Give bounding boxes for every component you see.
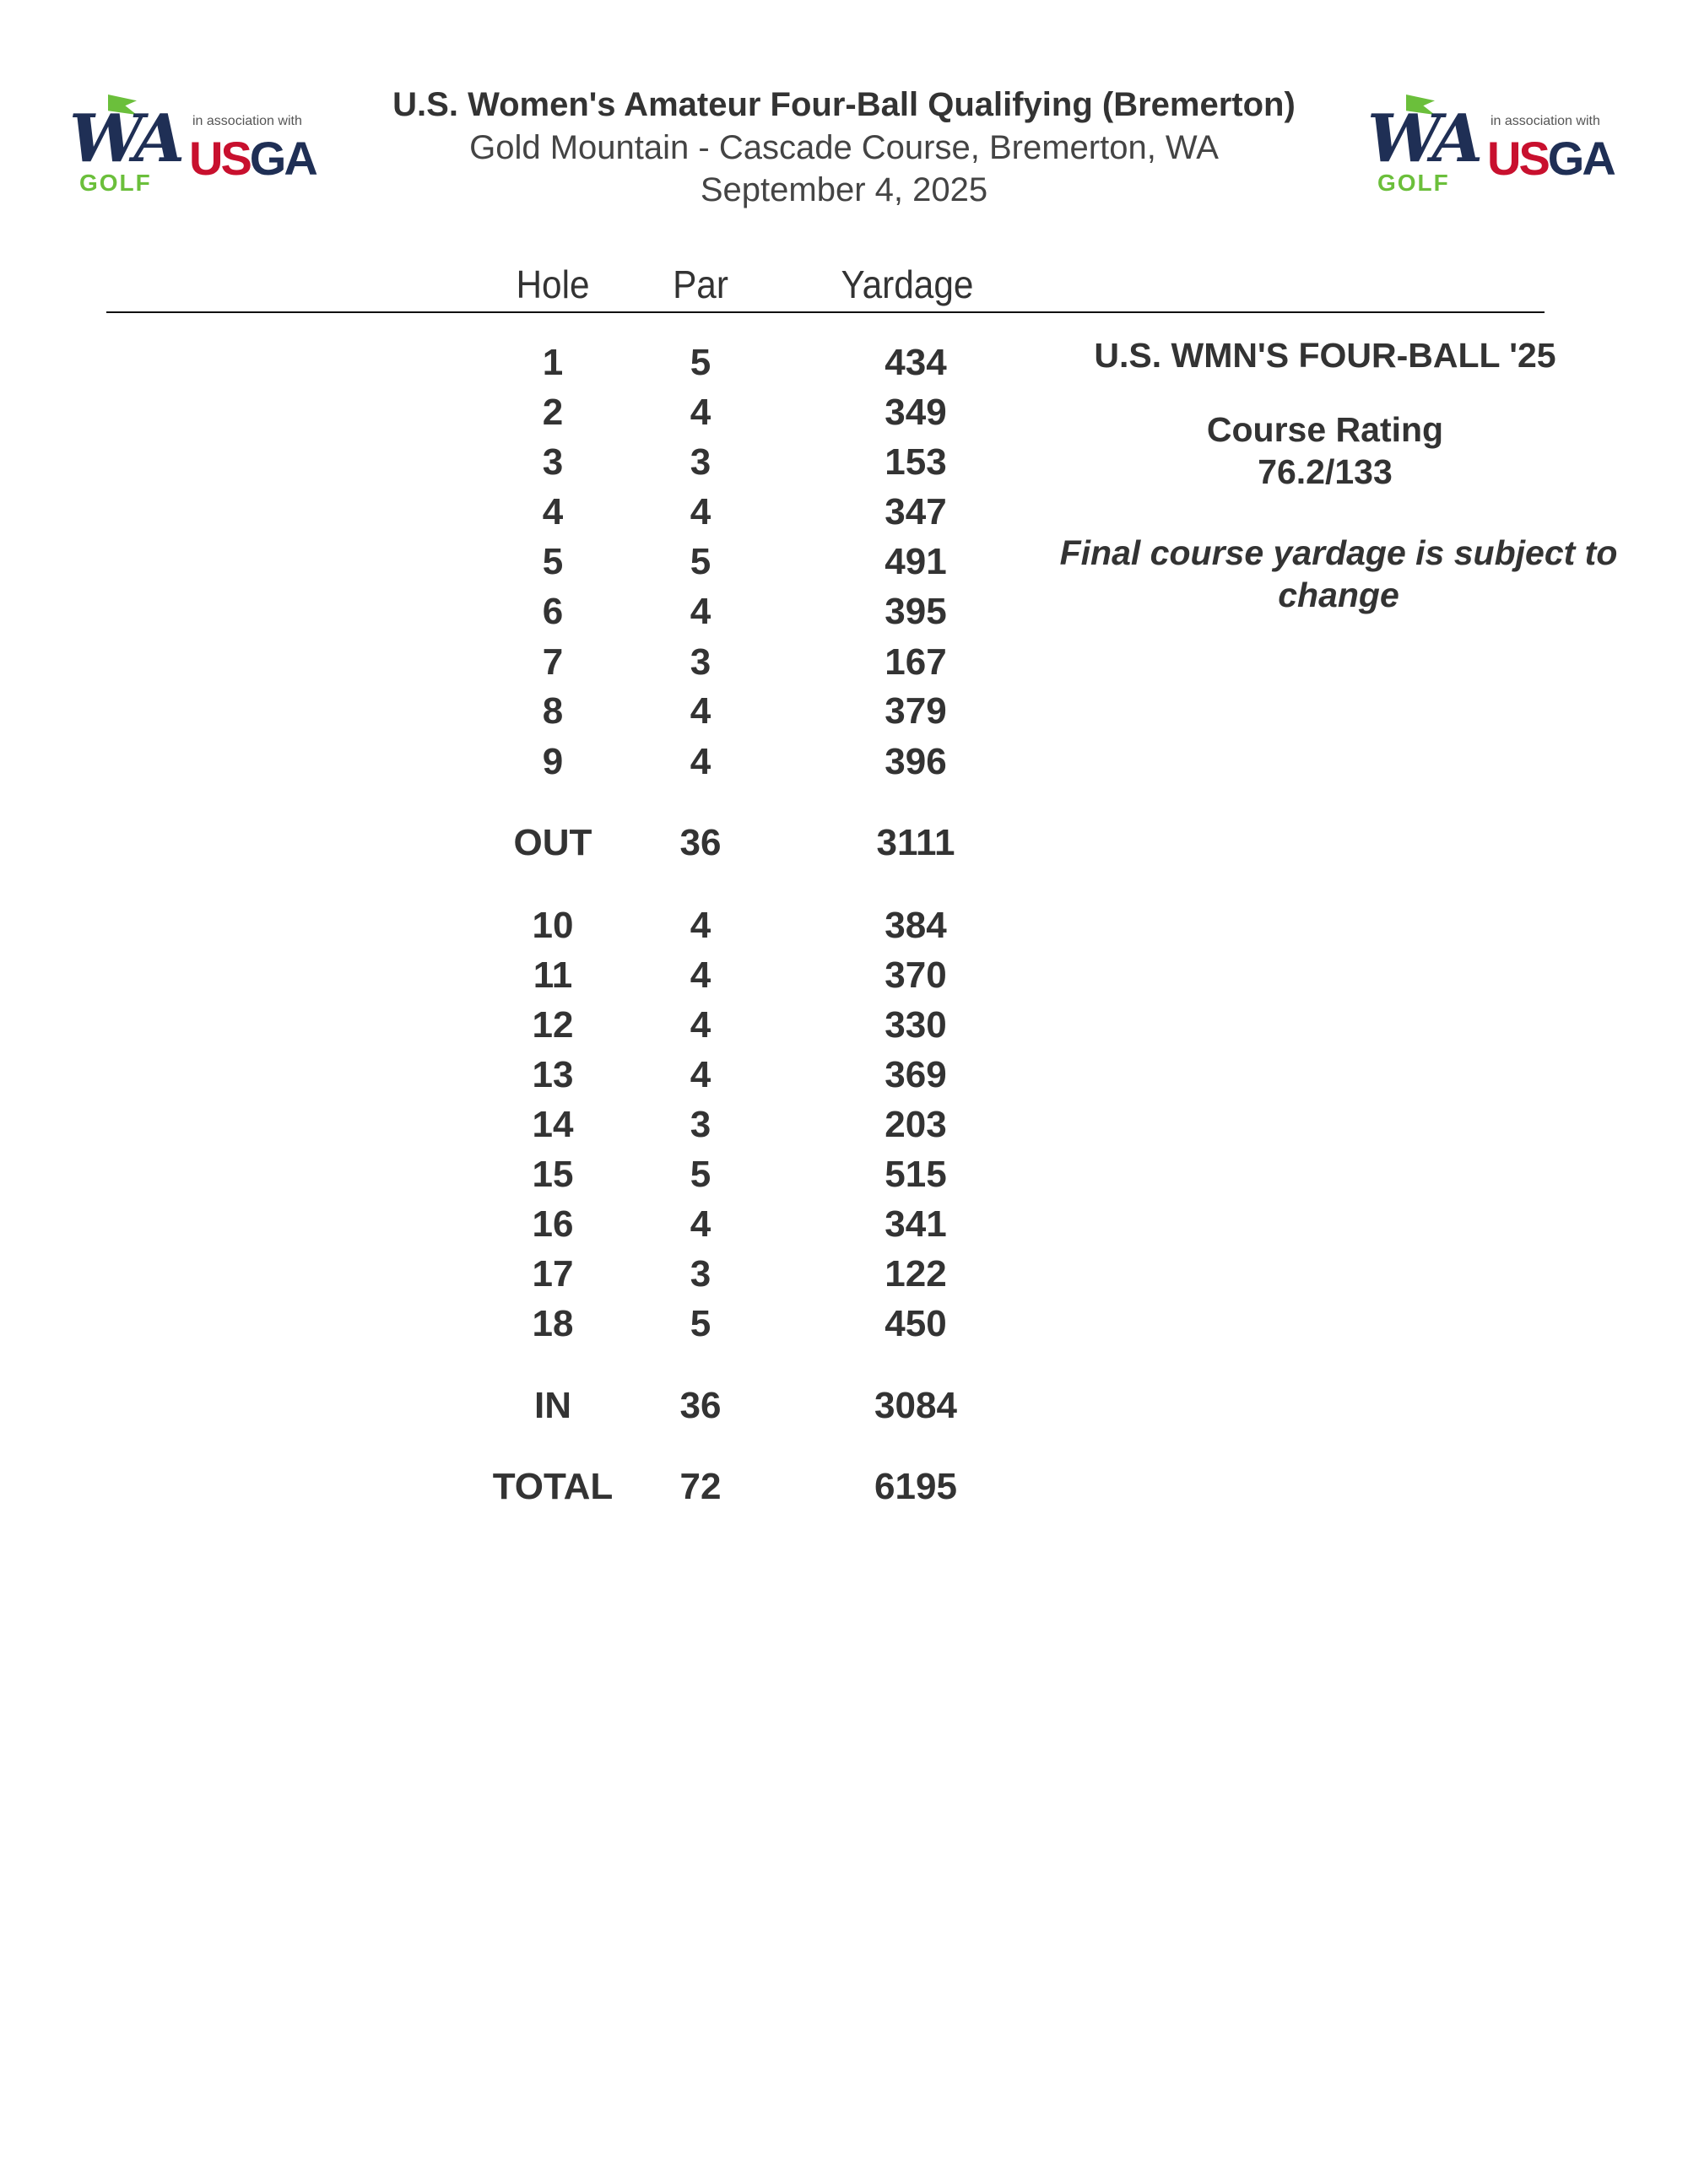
table-row-subtotal-in bbox=[0, 1382, 1047, 1430]
usga-logo-us: US bbox=[1487, 132, 1548, 185]
par-cell: 5 bbox=[690, 342, 711, 383]
hole-cell: 5 bbox=[542, 541, 564, 582]
column-header-par: Par bbox=[673, 262, 728, 306]
par-cell: 3 bbox=[690, 1104, 711, 1145]
yardage-cell: 330 bbox=[885, 1004, 947, 1046]
table-row bbox=[0, 489, 1047, 536]
hole-cell: 9 bbox=[542, 741, 564, 782]
usga-logo bbox=[1487, 132, 1614, 185]
table-row bbox=[0, 588, 1047, 635]
table-row bbox=[0, 389, 1047, 436]
yardage-cell: 395 bbox=[885, 591, 947, 632]
yardage-cell: 347 bbox=[885, 491, 947, 532]
column-header-hole: Hole bbox=[516, 262, 590, 306]
par-cell: 4 bbox=[690, 1054, 711, 1095]
table-row bbox=[0, 1201, 1047, 1248]
table-row bbox=[0, 1002, 1047, 1049]
yardage-cell: 370 bbox=[885, 954, 947, 996]
par-cell: 4 bbox=[690, 954, 711, 996]
par-cell: 72 bbox=[679, 1466, 722, 1507]
hole-cell: 14 bbox=[532, 1104, 574, 1145]
yardage-cell: 434 bbox=[885, 342, 947, 383]
association-text: in association with bbox=[192, 114, 302, 128]
par-cell: 4 bbox=[690, 491, 711, 532]
par-cell: 36 bbox=[679, 822, 722, 863]
par-cell: 4 bbox=[690, 392, 711, 433]
wa-logo-text: WA bbox=[1367, 100, 1479, 177]
yardage-cell: 450 bbox=[885, 1303, 947, 1344]
table-row bbox=[0, 339, 1047, 387]
hole-cell: 2 bbox=[542, 392, 564, 433]
event-code: U.S. WMN'S FOUR-BALL '25 bbox=[1094, 336, 1556, 375]
par-cell: 5 bbox=[690, 541, 711, 582]
table-row bbox=[0, 688, 1047, 735]
par-cell: 3 bbox=[690, 1253, 711, 1295]
par-cell: 4 bbox=[690, 591, 711, 632]
page-title: U.S. Women's Amateur Four-Ball Qualifying (Bremerton) bbox=[392, 86, 1296, 123]
event-date: September 4, 2025 bbox=[700, 171, 988, 208]
yardage-cell: 167 bbox=[885, 641, 947, 683]
yardage-cell: 515 bbox=[885, 1154, 947, 1195]
wa-logo-text: WA bbox=[69, 100, 181, 177]
hole-cell: 6 bbox=[542, 591, 564, 632]
table-row bbox=[0, 952, 1047, 999]
table-row bbox=[0, 1300, 1047, 1348]
par-cell: 4 bbox=[690, 1203, 711, 1245]
column-header-yardage: Yardage bbox=[841, 262, 974, 306]
hole-cell: 16 bbox=[532, 1203, 574, 1245]
hole-cell: 13 bbox=[532, 1054, 574, 1095]
usga-logo-ga: GA bbox=[249, 132, 316, 185]
par-cell: 4 bbox=[690, 905, 711, 946]
hole-cell: 3 bbox=[542, 441, 564, 483]
par-cell: 3 bbox=[690, 641, 711, 683]
table-row-subtotal-out bbox=[0, 819, 1047, 867]
par-cell: 4 bbox=[690, 741, 711, 782]
yardage-cell: 396 bbox=[885, 741, 947, 782]
hole-cell: 18 bbox=[532, 1303, 574, 1344]
hole-cell: 4 bbox=[542, 491, 564, 532]
table-row bbox=[0, 902, 1047, 949]
hole-cell: 15 bbox=[532, 1154, 574, 1195]
hole-cell: 7 bbox=[542, 641, 564, 683]
table-row bbox=[0, 1251, 1047, 1298]
par-cell: 5 bbox=[690, 1154, 711, 1195]
yardage-cell: 369 bbox=[885, 1054, 947, 1095]
hole-cell: 1 bbox=[542, 342, 564, 383]
wa-golf-logo bbox=[1362, 91, 1479, 201]
logo-wa-golf-usga-left bbox=[64, 91, 326, 201]
par-cell: 36 bbox=[679, 1385, 722, 1426]
par-cell: 4 bbox=[690, 1004, 711, 1046]
hole-cell: 10 bbox=[532, 905, 574, 946]
yardage-cell: 122 bbox=[885, 1253, 947, 1295]
yardage-cell: 3111 bbox=[876, 822, 955, 863]
table-row bbox=[0, 439, 1047, 486]
hole-cell: IN bbox=[534, 1385, 571, 1426]
hole-cell: 17 bbox=[532, 1253, 574, 1295]
course-location: Gold Mountain - Cascade Course, Bremerton, WA bbox=[469, 129, 1219, 166]
hole-cell: 8 bbox=[542, 690, 564, 732]
yardage-cell: 341 bbox=[885, 1203, 947, 1245]
usga-logo bbox=[189, 132, 316, 185]
yardage-cell: 3084 bbox=[874, 1385, 957, 1426]
hole-cell: 12 bbox=[532, 1004, 574, 1046]
par-cell: 3 bbox=[690, 441, 711, 483]
table-row-total bbox=[0, 1463, 1047, 1511]
yardage-cell: 379 bbox=[885, 690, 947, 732]
hole-cell: OUT bbox=[513, 822, 592, 863]
header-divider bbox=[106, 311, 1545, 313]
yardage-cell: 491 bbox=[885, 541, 947, 582]
golf-logo-text: GOLF bbox=[1377, 170, 1450, 196]
wa-golf-logo bbox=[64, 91, 181, 201]
hole-cell: 11 bbox=[533, 954, 573, 996]
usga-logo-ga: GA bbox=[1547, 132, 1614, 185]
hole-cell: TOTAL bbox=[492, 1466, 614, 1507]
par-cell: 4 bbox=[690, 690, 711, 732]
golf-logo-text: GOLF bbox=[79, 170, 152, 196]
table-row bbox=[0, 1051, 1047, 1099]
association-text: in association with bbox=[1491, 114, 1600, 128]
course-rating-value: 76.2/133 bbox=[1258, 452, 1393, 491]
table-row bbox=[0, 538, 1047, 586]
yardage-disclaimer: Final course yardage is subject to change bbox=[1059, 533, 1618, 614]
par-cell: 5 bbox=[690, 1303, 711, 1344]
table-row bbox=[0, 639, 1047, 686]
usga-logo-us: US bbox=[189, 132, 250, 185]
yardage-cell: 384 bbox=[885, 905, 947, 946]
table-row bbox=[0, 738, 1047, 786]
yardage-cell: 153 bbox=[885, 441, 947, 483]
table-row bbox=[0, 1101, 1047, 1149]
logo-wa-golf-usga-right bbox=[1362, 91, 1624, 201]
table-row bbox=[0, 1151, 1047, 1198]
yardage-cell: 6195 bbox=[874, 1466, 957, 1507]
yardage-cell: 203 bbox=[885, 1104, 947, 1145]
course-rating-label: Course Rating bbox=[1206, 410, 1444, 449]
yardage-cell: 349 bbox=[885, 392, 947, 433]
